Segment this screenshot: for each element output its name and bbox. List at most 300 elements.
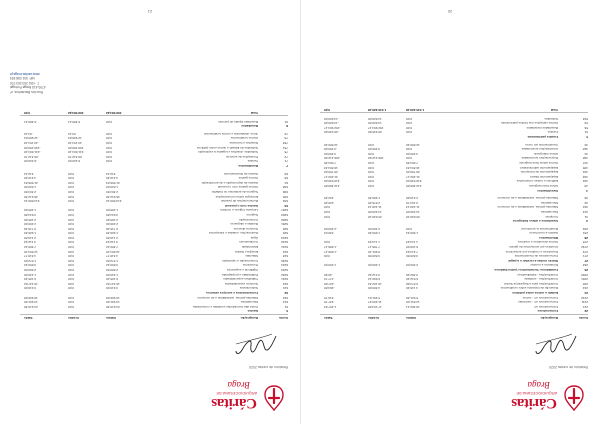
ledger-cell-v2: 1 650,20 (368, 231, 381, 236)
ledger-cell-desc: Equipamento básico (529, 174, 558, 179)
ledger-row (20, 281, 288, 286)
ledger-cell-v1: 1 572,00 (106, 258, 119, 263)
ledger-cell-v3: -152 904,17 (324, 125, 341, 130)
ledger-cell-v2: 98 245,60 (368, 130, 382, 135)
ledger-cell-v2: 0,00 (68, 231, 75, 236)
ledger-cell-acc: 68 (284, 176, 288, 181)
ledger-row (20, 194, 288, 199)
ledger-cell-v3: -186 412,90 (324, 156, 341, 161)
ledger-row (320, 254, 588, 259)
ledger-cell-acc: 625 (282, 231, 288, 236)
ledger-cell-desc: Outras contas a receber e a pagar (508, 258, 558, 263)
ledger-cell-acc: 6223 (281, 268, 288, 273)
ledger-cell-v2: 0,00 (368, 165, 375, 170)
ledger-cell-v1: 6 512,40 (406, 277, 419, 282)
ledger-cell-v3: 9 105,40 (24, 277, 37, 282)
ledger-row (20, 300, 288, 305)
ledger-cell-acc: 6243 (281, 235, 288, 240)
ledger-cell-v3: 937,78 (324, 300, 334, 305)
ledger-cell-v3: 3 450,00 (324, 151, 337, 156)
ledger-cell-desc: Estado e outros entes públicos (512, 291, 558, 296)
ledger-row (320, 214, 588, 219)
ledger-cell-v1: 2 185,60 (106, 217, 119, 222)
ledger-row (20, 304, 288, 309)
ledger-cell-desc: Deslocações, estadas e transportes (208, 231, 258, 236)
ledger-cell-v2: 8 901,10 (368, 249, 381, 254)
ledger-cell-v3: 3 210,00 (24, 286, 37, 291)
ledger-cell-v1: 2 450,00 (406, 263, 419, 268)
ledger-cell-v2: 0,00 (68, 171, 75, 176)
ledger-row (20, 119, 288, 124)
ledger-cell-v1: 412 360,85 (406, 183, 422, 188)
ledger-row (20, 272, 288, 277)
ledger-cell-acc: 4 (586, 188, 588, 193)
ledger-cell-v2: 4 380,00 (368, 286, 381, 291)
ledger-cell-acc: 81 (284, 119, 288, 124)
ledger-row (20, 203, 288, 208)
caritas-logo (498, 374, 588, 414)
ledger-cell-v2: 14 220,05 (368, 209, 382, 214)
ledger-cell-v3: 10 926,58 (24, 295, 38, 300)
ledger-row (20, 240, 288, 245)
ledger-cell-acc: 3 (586, 219, 588, 224)
ledger-cell-acc: 433 (582, 174, 588, 179)
ledger-cell-acc: 612 (282, 300, 288, 305)
ledger-cell-v3: 0,00 (24, 111, 31, 116)
ledger-row (20, 245, 288, 250)
ledger-cell-v2: 88 312,70 (68, 154, 82, 159)
ledger-cell-desc: Compras (545, 214, 558, 219)
ledger-cell-v1: 24 918,38 (106, 304, 120, 309)
ledger-row (20, 140, 288, 145)
ledger-cell-v2: 0,00 (68, 194, 75, 199)
ledger-cell-v3: 24 918,38 (24, 304, 38, 309)
ledger-cell-desc: Outros ativos fixos tangíveis (519, 161, 558, 165)
ledger-cell-acc: 6262 (281, 217, 288, 222)
ledger-cell-desc: Seguros (246, 212, 258, 217)
handwritten-signature (532, 330, 580, 360)
ledger-row (320, 156, 588, 161)
ledger-cell-desc: Fundos (547, 130, 558, 135)
ledger-cell-v2: 0,00 (368, 170, 375, 175)
ledger-cell-v3: 1 926,30 (24, 231, 37, 236)
ledger-cell-v3: -2 400,00 (324, 226, 338, 231)
ledger-cell-desc: Mercadorias (240, 300, 258, 305)
ledger-row (20, 185, 288, 190)
ledger-cell-v2: 25 640,18 (368, 214, 382, 219)
ledger-cell-acc: 45 (584, 142, 588, 147)
ledger-row (20, 171, 288, 176)
ledger-cell-acc: 6267 (281, 208, 288, 213)
ledger-cell-desc: Rendimentos a reconhecer (520, 226, 558, 231)
page-number: 20 (447, 9, 453, 14)
ledger-cell-v1: 1 485,00 (106, 208, 119, 213)
ledger-cell-v1: 9 874,66 (406, 281, 419, 286)
ledger-cell-acc: 79 (284, 131, 288, 136)
ledger-header-row (320, 314, 588, 320)
ledger-cell-v3: 1 250,00 (324, 263, 337, 268)
ledger-row (320, 309, 588, 314)
ledger-cell-acc: 2451 (581, 277, 588, 282)
page-divider (300, 0, 301, 424)
ledger-row (20, 254, 288, 259)
ledger-cell-v2: 0,00 (68, 199, 75, 204)
ledger-cell-desc: Depreciações acumuladas (521, 156, 558, 161)
ledger-cell-v2: 0,00 (68, 277, 75, 282)
ledger-cell-v1: 312,44 (106, 171, 116, 176)
ledger-cell-desc: Total (250, 111, 258, 116)
logo-city: Braga (527, 380, 550, 390)
ledger-cell-desc: Seguros de acidentes no trabalho (211, 189, 258, 194)
ledger-cell-v2: 7 786,17 (368, 245, 381, 250)
logo-brand-name: Cáritas (211, 395, 257, 411)
ledger-cell-v2: 0,00 (368, 183, 375, 188)
ledger-row (320, 286, 588, 291)
ledger-row (20, 128, 288, 131)
ledger-cell-v1: 214 880,12 (106, 199, 122, 204)
ledger-cell-v1: 16 804,33 (406, 165, 420, 170)
ledger-row (20, 150, 288, 155)
ledger-cell-desc: Ativos intangíveis (533, 151, 558, 156)
ledger-cell-desc: Subsídios do Estado e outros entes públicos (196, 145, 258, 150)
ledger-cell-v3: -227,68 (324, 281, 335, 286)
ledger-cell-acc: 43 (584, 183, 588, 188)
ledger-cell-v2: 0,00 (368, 142, 375, 147)
ledger-cell-v2: 0,00 (68, 189, 75, 194)
ledger-cell-v2: 0,00 (68, 208, 75, 213)
ledger-cell-desc: Outras variações nos fundos patrimoniais (501, 121, 558, 126)
ledger-cell-v3: 41 202,17 (324, 174, 338, 179)
ledger-row (320, 267, 588, 272)
ledger-cell-desc: Serviços especializados (224, 281, 258, 286)
ledger-cell-v2: 0,00 (68, 235, 75, 240)
ledger-cell-v1: 0,00 (406, 116, 413, 121)
ledger-cell-acc: 312 (582, 209, 588, 214)
ledger-cell-desc: Vendas (247, 159, 258, 164)
ledger-row (20, 180, 288, 185)
ledger-cell-desc: Encargos sobre remunerações (215, 194, 258, 199)
ledger-row (320, 179, 588, 184)
ledger-cell-v1: 0,00 (106, 145, 113, 150)
ledger-cell-acc: 59 (584, 121, 588, 126)
ledger-cell-v2: 3 412,22 (368, 272, 381, 277)
ledger-cell-desc: Outros rendimentos (230, 136, 258, 141)
ledger-row (20, 235, 288, 240)
ledger-row (20, 267, 288, 272)
ledger-cell-v3: 0,00 (324, 240, 331, 245)
ledger-cell-v1: 0,00 (406, 226, 413, 231)
ledger-cell-acc: 6 (286, 309, 288, 314)
handwritten-signature (232, 330, 280, 360)
ledger-cell-acc: 6222 (281, 272, 288, 277)
column-header-acc: Conta (279, 316, 288, 320)
ledger-row (320, 151, 588, 156)
ledger-cell-v3: 4 318,77 (24, 254, 37, 259)
footer-phone: T. +351 253 203 370 (10, 80, 40, 85)
ledger-cell-v2: 409 584,22 (68, 111, 84, 116)
ledger-row (320, 121, 588, 126)
ledger-cell-v1: 6 100,00 (406, 245, 419, 250)
ledger-cell-v1: 18 362,41 (406, 304, 420, 309)
ledger-cell-v2: 241 604,18 (68, 150, 84, 155)
ledger-cell-v3: 1 572,00 (24, 258, 37, 263)
ledger-cell-acc: 75 (284, 150, 288, 155)
ledger-row (320, 160, 588, 165)
document-title: Relatório de contas 2020 (549, 365, 588, 369)
ledger-cell-v3: 0,00 (324, 108, 331, 113)
ledger-cell-acc: 753 (282, 141, 288, 146)
ledger-cell-v3: -12 980,64 (24, 136, 39, 141)
ledger-cell-desc: Contribuições - entidade (524, 277, 558, 282)
ledger-cell-v2: 1 114,93 (368, 240, 380, 245)
column-header-v2: Crédito (368, 316, 379, 320)
ledger-cell-acc: 36 (584, 196, 588, 201)
ledger-cell-acc: 242 (582, 286, 588, 291)
ledger-cell-desc: Honorários (242, 263, 258, 268)
ledger-cell-v2: 6 420,00 (68, 159, 81, 164)
ledger-cell-v3: 0,00 (324, 214, 331, 219)
ledger-row (20, 263, 288, 268)
ledger-cell-acc: 64 (284, 180, 288, 185)
ledger-cell-v2: 0,00 (68, 286, 75, 291)
ledger-cell-desc: Combustíveis (239, 240, 258, 245)
ledger-cell-acc: 27 (584, 258, 588, 263)
ledger-cell-acc: 44 (584, 151, 588, 156)
ledger-cell-v1: 28 750,00 (406, 170, 420, 175)
footer-postal: 4700-415 Braga Portugal (10, 85, 46, 90)
ledger-row (20, 145, 288, 150)
ledger-cell-acc: 2211 (581, 300, 588, 305)
ledger-row (20, 222, 288, 227)
ledger-cell-v1: 0,00 (106, 119, 113, 124)
ledger-cell-v1: 3 450,00 (406, 151, 419, 156)
ledger-cell-v2: 6 690,12 (368, 277, 381, 282)
ledger-cell-acc: 638 (282, 185, 288, 190)
ledger-cell-v2: 0,00 (68, 226, 75, 231)
ledger-row (20, 131, 288, 136)
ledger-cell-desc: Devedores e credores por acréscimos (505, 249, 558, 254)
ledger-cell-v1: 3 644,86 (106, 212, 119, 217)
ledger-cell-v1: 1 240,00 (106, 272, 119, 277)
ledger-cell-acc: 438 (582, 156, 588, 161)
ledger-cell-v1: 0,00 (106, 141, 113, 146)
ledger-cell-acc: 62 (284, 291, 288, 296)
ledger-cell-acc: 61 (284, 304, 288, 309)
ledger-row (20, 309, 288, 314)
ledger-cell-desc: Investimentos (537, 188, 558, 193)
ledger-row (320, 249, 588, 254)
caritas-flame-icon (260, 384, 288, 412)
ledger-cell-v2: 0,00 (68, 304, 75, 309)
ledger-cell-v2: 186 412,90 (368, 156, 384, 161)
ledger-row (20, 199, 288, 204)
ledger-cell-desc: Matérias-primas, subsidiárias e de consumo (497, 196, 558, 201)
ledger-cell-acc: 624 (282, 249, 288, 254)
ledger-cell-v2: 0,00 (368, 151, 375, 156)
caritas-flame-icon (560, 384, 588, 412)
ledger-cell-acc: 593 (582, 116, 588, 121)
ledger-cell-v2: 11 903,27 (368, 300, 382, 305)
ledger-cell-acc: 56 (584, 125, 588, 130)
ledger-row (20, 226, 288, 231)
ledger-cell-v1: 0,00 (406, 125, 413, 130)
ledger-cell-v2: 43 154,18 (68, 141, 82, 146)
ledger-cell-v1: 3 104,70 (406, 200, 419, 205)
ledger-row (320, 170, 588, 175)
ledger-cell-acc: 221 (582, 304, 588, 309)
ledger-cell-v1: 1 045 220,18 (406, 108, 425, 113)
ledger-cell-acc: 69 (284, 171, 288, 176)
ledger-cell-v3: -3 450,00 (324, 147, 338, 152)
ledger-cell-v2: 0,00 (68, 240, 75, 245)
ledger-cell-acc: 434 (582, 170, 588, 175)
ledger-cell-desc: Investimentos em curso (525, 142, 558, 147)
ledger-cell-acc: 635 (282, 194, 288, 199)
ledger-cell-acc: 281 (582, 231, 588, 236)
ledger-cell-v1: 0,00 (406, 130, 413, 135)
ledger-cell-acc: 263 (582, 263, 588, 268)
ledger-row (320, 295, 588, 300)
ledger-cell-acc: 72 (284, 154, 288, 159)
ledger-cell-v1: 0,00 (106, 136, 113, 141)
ledger-cell-desc: Equipamento administrativo (519, 165, 558, 170)
ledger-cell-desc: Publicidade e propaganda (222, 272, 258, 277)
ledger-cell-v2: 1 988,30 (368, 196, 381, 201)
ledger-row (20, 176, 288, 181)
ledger-cell-v3: 2 304,50 (24, 189, 37, 194)
ledger-cell-v3: 0,00 (324, 209, 331, 214)
ledger-cell-v3: 7 380,42 (24, 245, 37, 250)
ledger-cell-acc: 622 (282, 281, 288, 286)
ledger-cell-v2: 0,00 (68, 245, 75, 250)
ledger-total-row (320, 107, 588, 113)
ledger-row (320, 193, 588, 196)
ledger-cell-v2: 0,00 (368, 174, 375, 179)
ledger-row (320, 263, 588, 268)
ledger-total-row (20, 110, 288, 116)
ledger-table (320, 107, 588, 320)
ledger-cell-desc: Custo das mercadorias vendidas e consumidas (192, 304, 258, 309)
ledger-cell-acc: 621 (282, 286, 288, 291)
ledger-cell-acc: 245 (582, 281, 588, 286)
ledger-cell-v3: 7 064,35 (324, 161, 337, 165)
ledger-cell-v3: 18 447,62 (24, 281, 38, 286)
column-header-v3: Saldo (324, 316, 333, 320)
ledger-cell-desc: Resultado líquido do período (218, 119, 258, 124)
ledger-cell-desc: Credores por acréscimos de gastos (509, 245, 558, 250)
ledger-cell-v1: 12 604,15 (106, 249, 120, 254)
ledger-row (20, 258, 288, 263)
ledger-cell-desc: Fornecedores c/c - outros (522, 295, 558, 300)
ledger-cell-v1: 9 105,40 (106, 277, 119, 282)
ledger-cell-acc: 2452 (581, 272, 588, 277)
ledger-cell-v3: 222,30 (324, 196, 334, 201)
ledger-cell-desc: Ativos fixos tangíveis (529, 183, 558, 188)
ledger-cell-acc: 616 (282, 295, 288, 300)
ledger-row (320, 231, 588, 236)
ledger-cell-v3: 12 604,15 (24, 249, 38, 254)
ledger-cell-desc: Gastos com o pessoal (225, 203, 258, 208)
ledger-cell-v1: 409 584,22 (106, 111, 122, 116)
ledger-cell-v3: 3 650,22 (24, 263, 37, 268)
ledger-row (320, 209, 588, 214)
ledger-row (20, 277, 288, 282)
ledger-cell-v2: 2 400,00 (368, 226, 381, 231)
ledger-row (320, 258, 588, 263)
ledger-cell-v1: 0,00 (106, 154, 113, 159)
ledger-row (20, 295, 288, 300)
ledger-cell-v3: 3 112,93 (24, 240, 36, 245)
ledger-cell-v1: 3 650,22 (106, 263, 119, 268)
column-header-v3: Saldo (24, 316, 33, 320)
ledger-cell-v3: -5 380,41 (24, 119, 38, 124)
ledger-cell-v2: 0,00 (368, 179, 375, 184)
ledger-cell-acc: 2722 (581, 245, 588, 250)
ledger-cell-v2: 198 450,00 (68, 145, 84, 150)
footer-website-link[interactable]: www.caritas-braga.pt (10, 71, 40, 76)
ledger-row (320, 183, 588, 188)
column-header-v1: Débito (106, 316, 116, 320)
ledger-cell-v2: 14 620,00 (368, 116, 382, 121)
footer-address: Rua dos Biscaínhos, nº (10, 90, 44, 94)
ledger-row (320, 113, 588, 116)
ledger-cell-v3: 312,44 (24, 171, 34, 176)
ledger-cell-v2: 3 450,00 (368, 147, 381, 152)
ledger-cell-desc: Mercadorias (540, 200, 558, 205)
ledger-cell-acc: 26 (584, 268, 588, 273)
ledger-table (20, 110, 288, 320)
ledger-cell-desc: Amortizações acumuladas (521, 147, 558, 152)
ledger-cell-v1: 1 926,30 (106, 231, 119, 236)
ledger-cell-v1: 2 110,80 (106, 235, 118, 240)
contact-footer (10, 71, 100, 94)
ledger-cell-v3: 319,75 (324, 295, 334, 300)
ledger-cell-v2: 0,00 (68, 254, 75, 259)
ledger-cell-desc: Vigilância e segurança (226, 268, 258, 273)
ledger-cell-v3: -264,80 (324, 286, 335, 291)
ledger-cell-v2: 0,00 (68, 268, 75, 273)
ledger-cell-v3: -177,72 (324, 277, 335, 282)
ledger-cell-desc: Limpeza, higiene e conforto (219, 208, 258, 213)
ledger-cell-acc: 32 (584, 200, 588, 205)
ledger-cell-v3: 2 400,00 (24, 222, 37, 227)
ledger-row (20, 168, 288, 171)
ledger-cell-desc: Rendimentos (238, 164, 258, 168)
ledger-row (320, 245, 588, 250)
ledger-cell-v1: 4 318,77 (106, 254, 119, 259)
ledger-cell-desc: Juros, dividendos e outros rendimentos (204, 131, 258, 136)
column-header-acc: Conta (579, 316, 588, 320)
ledger-cell-v1: 25 640,18 (406, 214, 420, 219)
ledger-row (320, 147, 588, 152)
ledger-cell-v1: 46 912,35 (106, 194, 120, 199)
ledger-cell-v3: 318 540,00 (324, 179, 340, 184)
ledger-cell-v2: 0,00 (68, 263, 75, 268)
ledger-cell-v2: 5 201,61 (368, 295, 381, 300)
ledger-cell-v1: 1 114,93 (406, 240, 418, 245)
ledger-cell-desc: Gastos de depreciação e de amortização (201, 180, 258, 185)
ledger-cell-acc: 448 (582, 147, 588, 152)
ledger-cell-desc: Donativos a receber (530, 263, 558, 268)
ledger-cell-desc: Matérias-primas, subsidiárias e de consumo (497, 205, 558, 210)
ledger-cell-v2: 1 045 220,18 (368, 108, 387, 113)
ledger-cell-acc: 6263 (281, 212, 288, 217)
column-header-desc: Designação (240, 316, 258, 320)
ledger-cell-v3: -1 686,17 (324, 245, 338, 250)
ledger-cell-desc: Matérias-primas, subsidiárias e de consumo (197, 295, 258, 300)
ledger-cell-acc: 6226 (281, 258, 288, 263)
ledger-row (320, 134, 588, 139)
